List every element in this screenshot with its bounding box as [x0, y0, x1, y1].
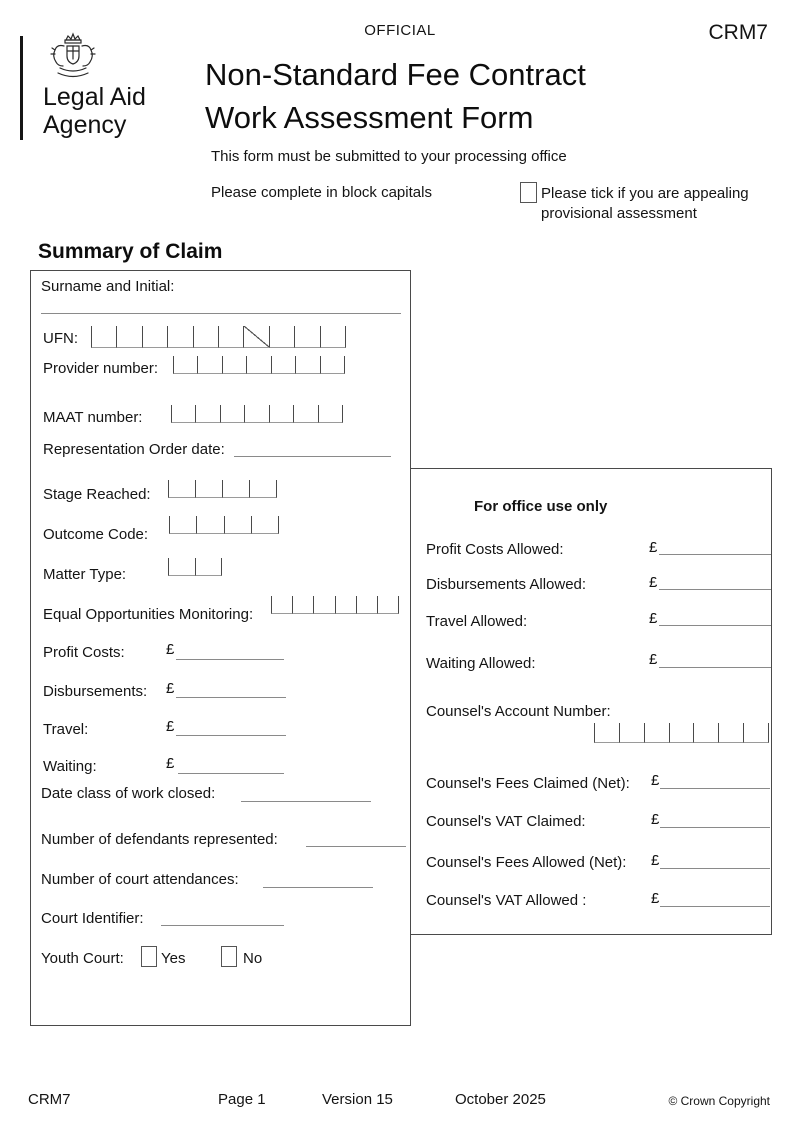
num-attendances-label: Number of court attendances: [41, 871, 239, 888]
comb-cell [294, 326, 319, 348]
disbursements-allowed-label: Disbursements Allowed: [426, 576, 587, 593]
counsels-fees-allowed-label: Counsel's Fees Allowed (Net): [426, 854, 627, 871]
counsels-vat-claimed-label: Counsel's VAT Claimed: [426, 813, 586, 830]
comb-cell [167, 326, 192, 348]
comb-cell [318, 405, 343, 423]
comb-cell-slash [243, 326, 268, 348]
comb-cell [193, 326, 218, 348]
maat-number-label: MAAT number: [43, 409, 143, 426]
matter-type-label: Matter Type: [43, 566, 127, 583]
comb-cell [269, 326, 294, 348]
comb-cell [335, 596, 356, 614]
appeal-label-line2: provisional assessment [541, 205, 697, 222]
comb-cell [295, 356, 319, 374]
counsels-fees-allowed-currency: £ [651, 852, 660, 869]
counsels-fees-claimed-currency: £ [651, 772, 660, 789]
agency-logo-text [43, 83, 146, 139]
counsels-vat-allowed-label: Counsel's VAT Allowed : [426, 892, 587, 909]
comb-cell [222, 480, 249, 498]
comb-cell [292, 596, 313, 614]
comb-cell [271, 356, 295, 374]
outcome-code-comb-field[interactable] [169, 516, 279, 534]
rep-order-date-input-line[interactable] [234, 442, 391, 457]
appeal-checkbox[interactable] [520, 182, 537, 203]
counsels-vat-allowed-input-line[interactable] [660, 894, 770, 907]
summary-of-claim-box [30, 270, 411, 1026]
counsels-account-number-label: Counsel's Account Number: [426, 703, 611, 720]
num-defendants-input-line[interactable] [306, 832, 406, 847]
waiting-input-line[interactable] [178, 759, 284, 774]
logo-line1: Legal Aid [43, 83, 146, 111]
ufn-comb-field[interactable] [91, 326, 346, 348]
comb-cell [320, 356, 345, 374]
footer-version: Version 15 [322, 1091, 393, 1108]
comb-cell [142, 326, 167, 348]
travel-input-line[interactable] [176, 721, 286, 736]
counsels-vat-claimed-currency: £ [651, 811, 660, 828]
comb-cell [293, 405, 317, 423]
comb-cell [222, 356, 246, 374]
comb-cell [168, 480, 195, 498]
profit-costs-allowed-input-line[interactable] [659, 542, 771, 555]
footer-date: October 2025 [455, 1091, 546, 1108]
comb-cell [249, 480, 277, 498]
stage-reached-comb-field[interactable] [168, 480, 277, 498]
block-capitals-instruction: Please complete in block capitals [211, 184, 432, 201]
comb-cell [356, 596, 377, 614]
office-use-heading: For office use only [474, 498, 608, 515]
submission-instruction: This form must be submitted to your processing office [211, 148, 567, 165]
disbursements-label: Disbursements: [43, 683, 148, 700]
matter-type-comb-field[interactable] [168, 558, 222, 576]
profit-costs-input-line[interactable] [176, 645, 284, 660]
comb-cell [197, 356, 221, 374]
counsels-vat-claimed-input-line[interactable] [660, 815, 770, 828]
profit-costs-allowed-label: Profit Costs Allowed: [426, 541, 564, 558]
youth-court-no-checkbox[interactable] [221, 946, 237, 967]
waiting-currency: £ [166, 755, 175, 772]
summary-of-claim-heading: Summary of Claim [38, 240, 223, 263]
comb-cell [244, 405, 268, 423]
comb-cell [669, 723, 694, 743]
waiting-allowed-label: Waiting Allowed: [426, 655, 536, 672]
logo-divider-bar [20, 36, 23, 140]
provider-number-comb-field[interactable] [173, 356, 345, 374]
comb-cell [220, 405, 244, 423]
date-class-closed-input-line[interactable] [241, 787, 371, 802]
equal-opportunities-label: Equal Opportunities Monitoring: [43, 606, 254, 623]
footer-page-number: Page 1 [218, 1091, 266, 1108]
counsels-fees-allowed-input-line[interactable] [660, 856, 770, 869]
youth-court-yes-label: Yes [161, 950, 186, 967]
disbursements-currency: £ [166, 680, 175, 697]
travel-label: Travel: [43, 721, 89, 738]
comb-cell [320, 326, 346, 348]
comb-cell [91, 326, 116, 348]
comb-cell [377, 596, 399, 614]
surname-label: Surname and Initial: [41, 278, 175, 295]
appeal-label-line1: Please tick if you are appealing [541, 185, 749, 202]
comb-cell [171, 405, 195, 423]
comb-cell [693, 723, 718, 743]
classification-banner: OFFICIAL [364, 22, 436, 39]
youth-court-yes-checkbox[interactable] [141, 946, 157, 967]
comb-cell [173, 356, 197, 374]
comb-cell [195, 405, 219, 423]
comb-cell [743, 723, 769, 743]
surname-input-line[interactable] [41, 299, 401, 314]
disbursements-input-line[interactable] [176, 683, 286, 698]
profit-costs-label: Profit Costs: [43, 644, 125, 661]
comb-cell [169, 516, 196, 534]
title-line2: Work Assessment Form [205, 100, 534, 135]
comb-cell [218, 326, 243, 348]
court-identifier-label: Court Identifier: [41, 910, 144, 927]
provider-number-label: Provider number: [43, 360, 159, 377]
comb-cell [594, 723, 619, 743]
comb-cell [195, 558, 223, 576]
num-defendants-label: Number of defendants represented: [41, 831, 278, 848]
travel-allowed-label: Travel Allowed: [426, 613, 528, 630]
disbursements-allowed-currency: £ [649, 574, 658, 591]
comb-cell [246, 356, 270, 374]
travel-allowed-input-line[interactable] [659, 613, 771, 626]
disbursements-allowed-input-line[interactable] [659, 577, 771, 590]
royal-crest-icon [50, 31, 96, 90]
comb-cell [271, 596, 292, 614]
appeal-checkbox-label [541, 184, 749, 224]
comb-cell [269, 405, 293, 423]
counsels-vat-allowed-currency: £ [651, 890, 660, 907]
office-use-box [410, 468, 772, 935]
comb-cell [116, 326, 141, 348]
travel-currency: £ [166, 718, 175, 735]
ufn-label: UFN: [43, 330, 78, 347]
comb-cell [224, 516, 251, 534]
court-identifier-input-line[interactable] [161, 911, 284, 926]
outcome-code-label: Outcome Code: [43, 526, 149, 543]
youth-court-label: Youth Court: [41, 950, 124, 967]
comb-cell [718, 723, 743, 743]
comb-cell [196, 516, 223, 534]
title-line1: Non-Standard Fee Contract [205, 57, 586, 92]
waiting-label: Waiting: [43, 758, 97, 775]
logo-line2: Agency [43, 111, 127, 139]
comb-cell [313, 596, 334, 614]
date-class-closed-label: Date class of work closed: [41, 785, 216, 802]
stage-reached-label: Stage Reached: [43, 486, 151, 503]
counsels-fees-claimed-label: Counsel's Fees Claimed (Net): [426, 775, 630, 792]
counsels-account-number-comb-field[interactable] [594, 723, 769, 743]
youth-court-no-label: No [243, 950, 263, 967]
num-attendances-input-line[interactable] [263, 873, 373, 888]
profit-costs-currency: £ [166, 641, 175, 658]
profit-costs-allowed-currency: £ [649, 539, 658, 556]
page-title [205, 53, 586, 139]
comb-cell [619, 723, 644, 743]
counsels-fees-claimed-input-line[interactable] [660, 776, 770, 789]
travel-allowed-currency: £ [649, 610, 658, 627]
comb-cell [168, 558, 195, 576]
rep-order-date-label: Representation Order date: [43, 441, 225, 458]
comb-cell [251, 516, 279, 534]
maat-number-comb-field[interactable] [171, 405, 343, 423]
comb-cell [644, 723, 669, 743]
comb-cell [195, 480, 222, 498]
footer-copyright: © Crown Copyright [668, 1094, 770, 1108]
footer-form-code: CRM7 [28, 1091, 71, 1108]
waiting-allowed-currency: £ [649, 651, 658, 668]
form-code-header: CRM7 [708, 21, 768, 44]
waiting-allowed-input-line[interactable] [659, 655, 771, 668]
equal-opportunities-comb-field[interactable] [271, 596, 399, 614]
